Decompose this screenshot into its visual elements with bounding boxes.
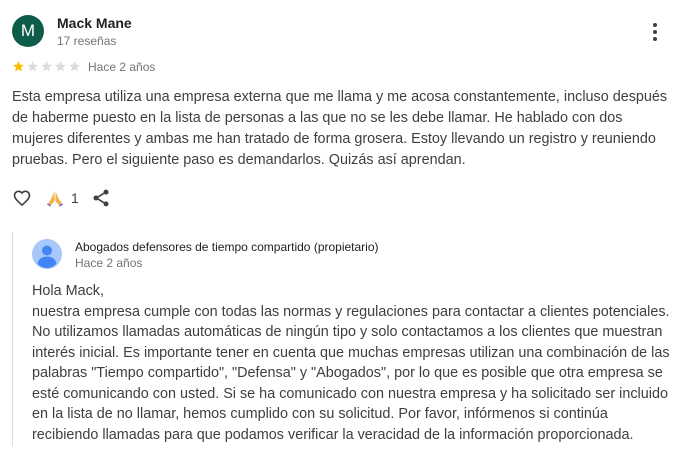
star-empty-icon [40,60,53,73]
share-icon[interactable] [91,188,111,208]
review-actions [11,187,111,209]
owner-reply-text: Hola Mack, nuestra empresa cumple con todas las normas y regulaciones para contactar a clientes potenciales. No utilizamos llamadas automáticas de ningún tipo y solo contactamos a los clientes que muestran interés inicial. Es importante tener en cuenta que muchas empresas utilizan una combinación de las palabras "Tiempo compartido", "Defensa" y "Abogados", por lo que es posible que otra empresa se esté comunicando con usted. Si se ha comunicado con nuestra empresa y ha solicitado ser incluido en la lista de no llamar, hemos cumplido con su solicitud. Por favor, infórmenos si continúa recibiendo llamadas para que podamos verificar la veracidad de la información proporcionada. [32,283,670,443]
star-filled-icon [12,60,25,73]
star-empty-icon [68,60,81,73]
praying-hands-icon[interactable] [45,188,65,208]
review-text: Esta empresa utiliza una empresa externa que me llama y me acosa constantemente, incluso después de haberme puesto en la lista de personas a las que no se les debe llamar. He hablado con dos mujeres diferentes y ambas me han tratado de forma grosera. Estoy llevando un registro y reuniendo pruebas. Pero el siguiente paso es demandarlos. Quizás así aprendan. [12,89,668,168]
reviewer-review-count[interactable]: 17 reseñas [57,34,117,48]
owner-name: Abogados defensores de tiempo compartido (propietario) [75,240,379,254]
reviewer-name[interactable]: Mack Mane [57,15,132,31]
star-empty-icon [54,60,67,73]
reaction-count: 1 [71,190,79,206]
owner-reply [12,232,681,446]
star-empty-icon [26,60,39,73]
heart-outline-icon[interactable] [11,188,33,208]
more-vert-icon[interactable] [644,20,666,44]
owner-reply-time: Hace 2 años [75,256,143,270]
star-rating [12,60,81,73]
default-person-avatar-icon [32,239,62,269]
review-time: Hace 2 años [88,60,156,74]
reviewer-avatar[interactable]: M [12,15,44,47]
